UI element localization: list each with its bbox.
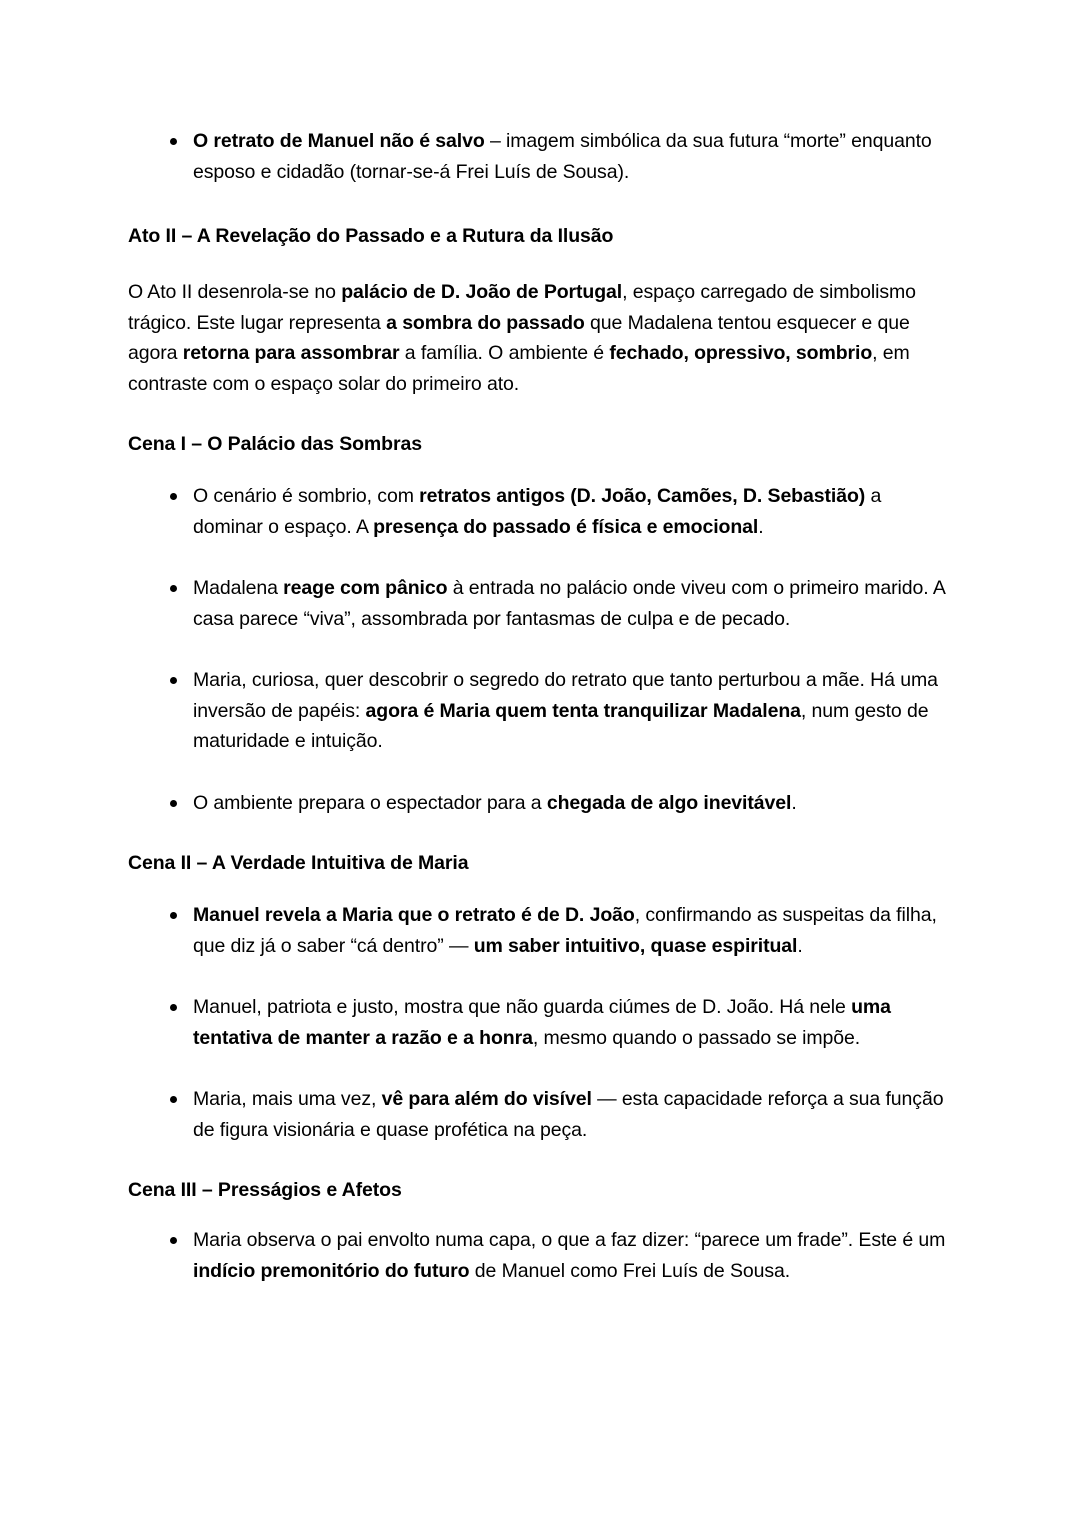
list-item: Maria, mais uma vez, vê para além do visível — esta capacidade reforça a sua função de figura visionária e quase profética na peça.	[128, 1084, 950, 1145]
document-content	[128, 126, 950, 1286]
heading-ato-ii: Ato II – A Revelação do Passado e a Rutura da Ilusão	[128, 225, 614, 247]
list-item: O cenário é sombrio, com retratos antigos (D. João, Camões, D. Sebastião) a dominar o espaço. A presença do passado é física e emocional.	[128, 481, 950, 542]
cena-ii-bullet-list	[128, 900, 950, 1145]
heading-cena-ii: Cena II – A Verdade Intuitiva de Maria	[128, 852, 469, 874]
list-item: Manuel revela a Maria que o retrato é de D. João, confirmando as suspeitas da filha, que diz já o saber “cá dentro” — um saber intuitivo, quase espiritual.	[128, 900, 950, 961]
list-item: Maria observa o pai envolto numa capa, o que a faz dizer: “parece um frade”. Este é um indício premonitório do futuro de Manuel como Frei Luís de Sousa.	[128, 1225, 950, 1286]
paragraph-ato-ii: O Ato II desenrola-se no palácio de D. João de Portugal, espaço carregado de simbolismo trágico. Este lugar representa a sombra do passado que Madalena tentou esquecer e que agora retorna para assombrar a família. O ambiente é fechado, opressivo, sombrio, em contraste com o espaço solar do primeiro ato.	[128, 281, 916, 395]
cena-i-bullet-list	[128, 481, 950, 818]
list-item: O ambiente prepara o espectador para a chegada de algo inevitável.	[128, 788, 950, 819]
heading-cena-iii: Cena III – Presságios e Afetos	[128, 1179, 402, 1201]
list-item: Maria, curiosa, quer descobrir o segredo do retrato que tanto perturbou a mãe. Há uma inversão de papéis: agora é Maria quem tenta tranquilizar Madalena, num gesto de maturidade e intuição.	[128, 665, 950, 757]
cena-iii-bullet-list	[128, 1225, 950, 1286]
heading-cena-i: Cena I – O Palácio das Sombras	[128, 433, 422, 455]
list-item: Madalena reage com pânico à entrada no palácio onde viveu com o primeiro marido. A casa parece “viva”, assombrada por fantasmas de culpa e de pecado.	[128, 573, 950, 634]
list-item: O retrato de Manuel não é salvo – imagem simbólica da sua futura “morte” enquanto esposo e cidadão (tornar-se-á Frei Luís de Sousa).	[128, 126, 950, 187]
intro-bullet-list	[128, 126, 950, 187]
list-item: Manuel, patriota e justo, mostra que não guarda ciúmes de D. João. Há nele uma tentativa de manter a razão e a honra, mesmo quando o passado se impõe.	[128, 992, 950, 1053]
